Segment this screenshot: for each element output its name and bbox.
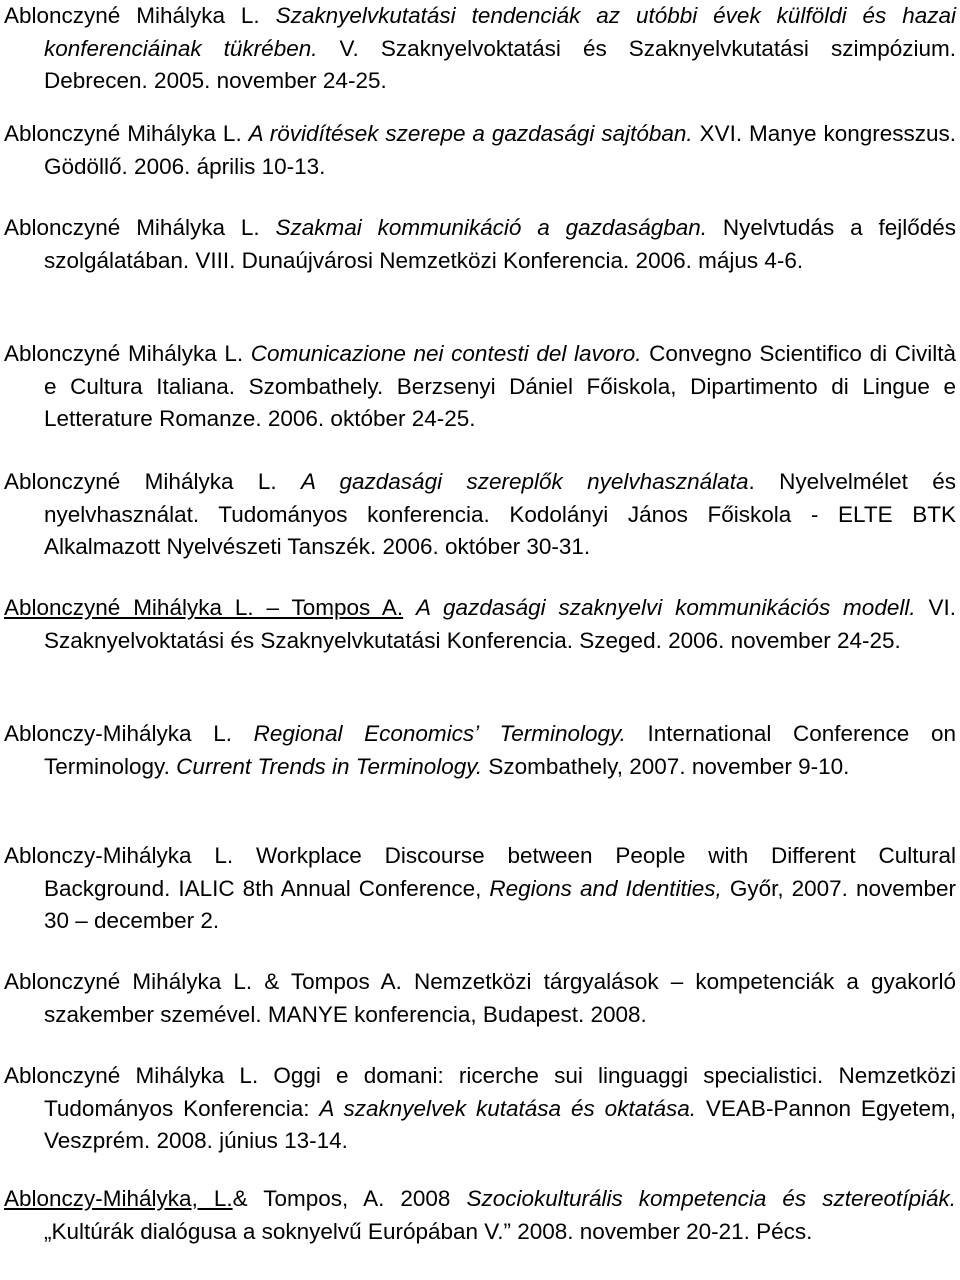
reference-entry-8	[4, 840, 956, 938]
italic-title-segment: A gazdasági szaknyelvi kommunikációs modell.	[416, 595, 916, 620]
underlined-author-segment: Ablonczy-Mihályka, L.	[4, 1186, 233, 1211]
text-segment: „Kultúrák dialógusa a soknyelvű Európában V.” 2008. november 20-21. Pécs.	[44, 1218, 813, 1244]
text-segment: VI. Szaknyelvoktatási és Szaknyelvkutatási Konferencia. Szeged. 2006. november 24-25.	[44, 595, 956, 653]
reference-entry-10	[4, 1060, 956, 1158]
text-segment: VEAB-Pannon Egyetem, Veszprém. 2008. június 13-14.	[44, 1095, 956, 1153]
text-segment: Nyelvtudás a fejlődés szolgálatában. VIII. Dunaújvárosi Nemzetközi Konferencia. 2006. május 4-6.	[44, 215, 956, 273]
reference-entry-4	[4, 338, 956, 436]
text-segment: Ablonczyné Mihályka L. Oggi e domani: ricerche sui linguaggi specialistici. Nemzetközi Tudományos Konferencia:	[4, 1063, 956, 1121]
italic-title-segment: Current Trends in Terminology.	[176, 753, 483, 779]
italic-title-segment: A szaknyelvek kutatása és oktatása.	[319, 1095, 696, 1121]
italic-title-segment: Comunicazione nei contesti del lavoro.	[250, 341, 642, 366]
text-segment: Ablonczy-Mihályka L. Workplace Discourse between People with Different Cultural Background. IALIC 8th Annual Conference,	[4, 843, 956, 901]
italic-title-segment: A gazdasági szereplők nyelvhasználata	[300, 469, 749, 494]
text-segment: Convegno Scientifico di Civiltà e Cultura Italiana. Szombathely. Berzsenyi Dániel Főiskola, Dipartimento di Lingue e Letterature Romanze. 2006. október 24-25.	[44, 341, 956, 431]
underlined-author-segment: Ablonczyné Mihályka L. – Tompos A.	[4, 595, 404, 620]
italic-title-segment: Regions and Identities,	[489, 875, 722, 901]
text-segment	[403, 595, 416, 620]
reference-entry-7	[4, 718, 956, 783]
italic-title-segment: Szaknyelvkutatási tendenciák az utóbbi évek külföldi és hazai konferenciáinak tükrében.	[44, 3, 956, 61]
text-segment: . Nyelvelmélet és nyelvhasználat. Tudományos konferencia. Kodolányi János Főiskola - ELTE BTK Alkalmazott Nyelvészeti Tanszék. 2006. október 30-31.	[44, 469, 957, 559]
italic-title-segment: A rövidítések szerepe a gazdasági sajtóban.	[248, 121, 693, 146]
text-segment: International Conference on Terminology.	[44, 721, 956, 779]
reference-entry-11	[4, 1183, 956, 1248]
text-segment: & Tompos, A. 2008	[232, 1186, 467, 1211]
reference-entry-9	[4, 966, 956, 1031]
text-segment: Ablonczyné Mihályka L.	[4, 3, 276, 28]
italic-title-segment: Regional Economics’ Terminology.	[253, 721, 626, 746]
reference-entry-3	[4, 212, 956, 277]
reference-entry-6	[4, 592, 956, 657]
text-segment: Ablonczyné Mihályka L.	[4, 121, 249, 146]
text-segment: Ablonczyné Mihályka L.	[4, 341, 251, 366]
italic-title-segment: Szociokulturális kompetencia és sztereotípiák.	[466, 1186, 957, 1211]
text-segment: Ablonczy-Mihályka L.	[4, 721, 254, 746]
text-segment: XVI. Manye kongresszus. Gödöllő. 2006. április 10-13.	[44, 121, 956, 179]
reference-entry-2	[4, 118, 956, 183]
text-segment: V. Szaknyelvoktatási és Szaknyelvkutatási szimpózium. Debrecen. 2005. november 24-25.	[44, 35, 956, 93]
italic-title-segment: Szakmai kommunikáció a gazdaságban.	[275, 215, 708, 240]
text-segment: Ablonczyné Mihályka L.	[4, 469, 301, 494]
text-segment: Szombathely, 2007. november 9-10.	[482, 753, 850, 779]
text-segment: Ablonczyné Mihályka L. & Tompos A. Nemzetközi tárgyalások – kompetenciák a gyakorló szakember szemével. MANYE konferencia, Budapest. 2008.	[4, 969, 956, 1027]
text-segment: Ablonczyné Mihályka L.	[4, 215, 276, 240]
reference-entry-5	[4, 466, 956, 564]
reference-entry-1	[4, 0, 956, 98]
text-segment: Győr, 2007. november 30 – december 2.	[44, 875, 956, 933]
